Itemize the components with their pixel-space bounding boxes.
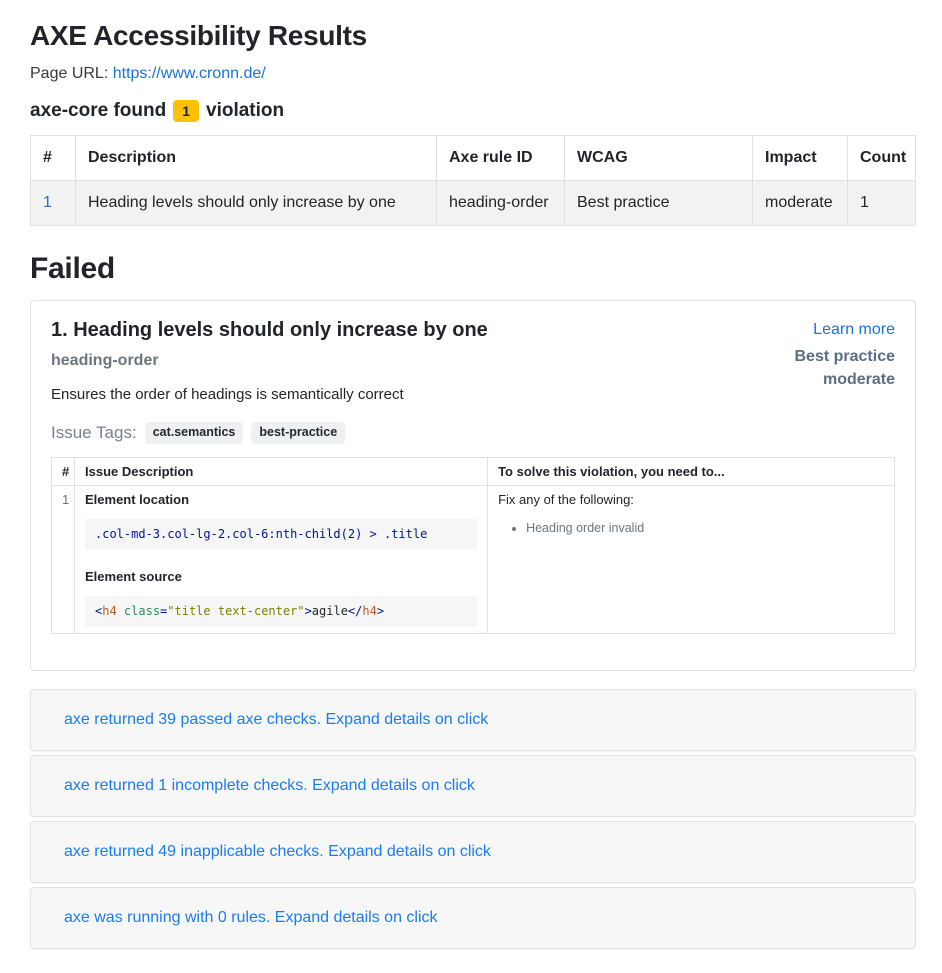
- issues-header-description: Issue Description: [75, 457, 488, 485]
- issue-tag-chip: cat.semantics: [145, 422, 244, 444]
- page-title: AXE Accessibility Results: [30, 20, 367, 51]
- issue-tags-row: [51, 422, 895, 444]
- header-number: #: [31, 136, 76, 181]
- learn-more-link[interactable]: Learn more: [813, 321, 895, 338]
- violation-card-wcag: Best practice: [794, 348, 895, 365]
- header-count: Count: [848, 136, 916, 181]
- issue-solve-cell: [488, 485, 895, 633]
- issue-tag-chip: best-practice: [251, 422, 345, 444]
- accordion-incomplete-checks-link[interactable]: axe returned 1 incomplete checks. Expand details on click: [64, 776, 475, 794]
- solve-items-list: • Heading order invalid: [526, 521, 884, 535]
- violation-row: [31, 181, 916, 226]
- accordion-rules[interactable]: [30, 887, 916, 949]
- header-wcag: WCAG: [565, 136, 753, 181]
- issue-tags-label: Issue Tags:: [51, 422, 137, 442]
- accordion-inapplicable-checks-link[interactable]: axe returned 49 inapplicable checks. Expand details on click: [64, 842, 491, 860]
- element-location-label: Element location: [85, 491, 190, 507]
- accordion-incomplete-checks[interactable]: [30, 755, 916, 817]
- element-location-code: .col-md-3.col-lg-2.col-6:nth-child(2) > .title: [85, 519, 477, 549]
- header-description: Description: [76, 136, 437, 181]
- issues-table-header-row: [52, 457, 895, 485]
- violation-impact-cell: moderate: [753, 181, 848, 226]
- accordion-inapplicable-checks[interactable]: [30, 821, 916, 883]
- issue-description-cell: [75, 485, 488, 633]
- violations-table: [30, 135, 916, 226]
- issues-header-solve: To solve this violation, you need to...: [488, 457, 895, 485]
- violation-detail-card: [30, 300, 916, 671]
- issue-row-number-cell: 1: [52, 485, 75, 633]
- issues-table: [51, 457, 895, 634]
- violation-description-cell: Heading levels should only increase by one: [76, 181, 437, 226]
- solve-intro: Fix any of the following:: [498, 491, 634, 507]
- element-source-code: <h4 class="title text-center">agile</h4>: [85, 596, 477, 626]
- summary-accordions: [30, 689, 916, 949]
- issues-header-number: #: [52, 457, 75, 485]
- page-url-label: Page URL:: [30, 65, 109, 82]
- page-url-row: [30, 65, 916, 83]
- header-impact: Impact: [753, 136, 848, 181]
- violation-card-header-left: [51, 319, 488, 403]
- header-rule-id: Axe rule ID: [437, 136, 565, 181]
- violation-card-impact: moderate: [822, 371, 895, 388]
- violation-row-number-cell: [31, 181, 76, 226]
- violation-wcag-cell: Best practice: [565, 181, 753, 226]
- summary-suffix: violation: [206, 100, 285, 121]
- accordion-rules-link[interactable]: axe was running with 0 rules. Expand details on click: [64, 908, 438, 926]
- violation-rule-id-cell: heading-order: [437, 181, 565, 226]
- violation-count-cell: 1: [848, 181, 916, 226]
- summary-prefix: axe-core found: [30, 100, 167, 121]
- issue-row: [52, 485, 895, 633]
- accordion-passed-checks-link[interactable]: axe returned 39 passed axe checks. Expand details on click: [64, 710, 489, 728]
- violation-card-rule-id: heading-order: [51, 352, 159, 369]
- violation-summary: [30, 100, 916, 122]
- violation-card-title: 1. Heading levels should only increase by one: [51, 319, 488, 341]
- violation-card-header-right: [795, 319, 896, 403]
- page-url-link[interactable]: https://www.cronn.de/: [112, 65, 266, 82]
- violations-table-header-row: [31, 136, 916, 181]
- violation-card-header: [51, 319, 895, 403]
- violation-card-description: Ensures the order of headings is semantically correct: [51, 386, 404, 403]
- violation-count-badge: 1: [173, 100, 199, 122]
- violation-row-number-link[interactable]: 1: [43, 194, 52, 211]
- element-source-label: Element source: [85, 569, 182, 585]
- failed-section-heading: Failed: [30, 252, 115, 285]
- accordion-passed-checks[interactable]: [30, 689, 916, 751]
